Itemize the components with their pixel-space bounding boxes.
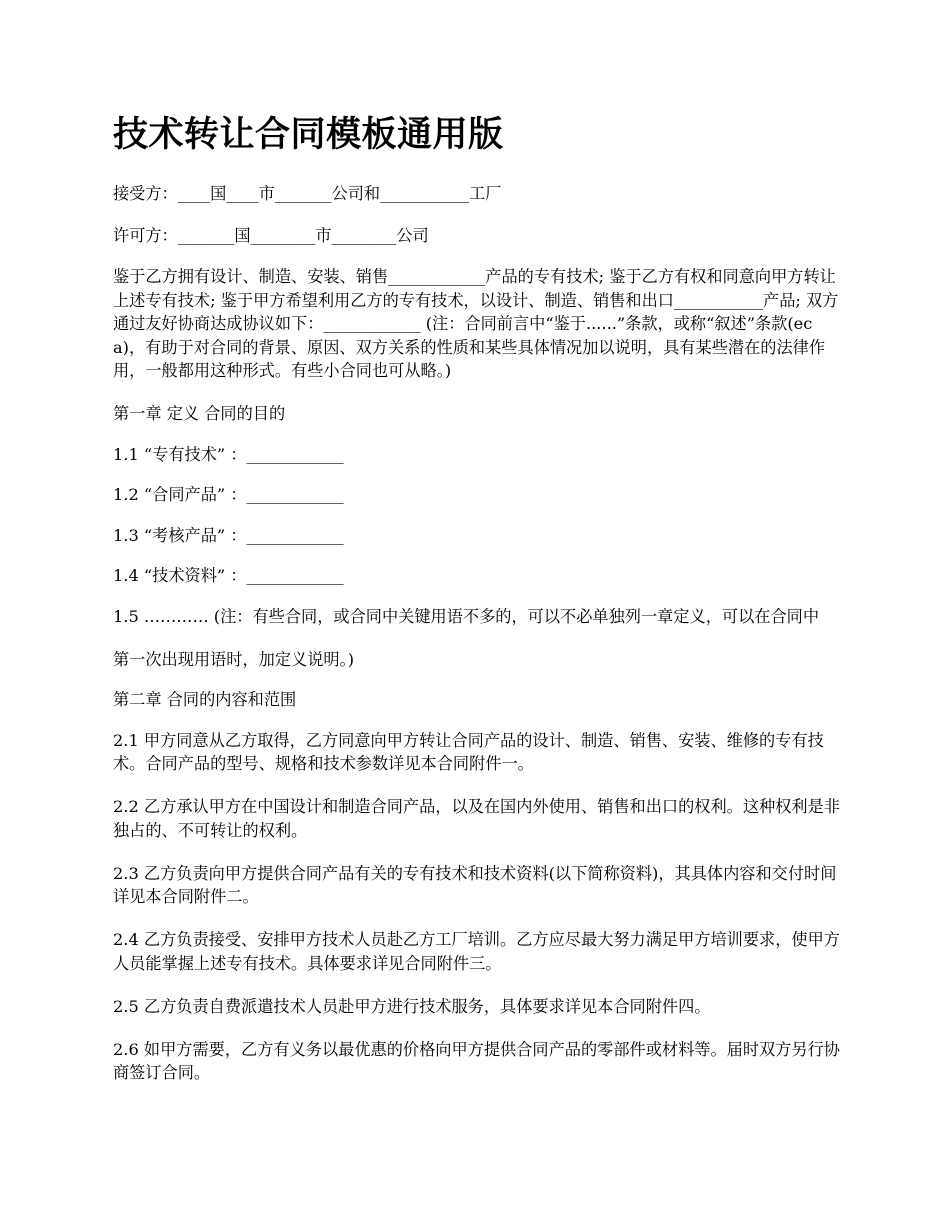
party-receiver: 接受方：____国____市_______公司和___________工厂 [113,184,502,203]
clause-1-5: 1.5 ………… (注：有些合同，或合同中关键用语不多的，可以不必单独列一章定义，可以在合同中 [113,606,820,626]
clause-2-6: 2.6 如甲方需要，乙方有义务以最优惠的价格向甲方提供合同产品的零部件或材料等。届时双方另行协商签订合同。 [113,1039,840,1082]
preamble-paragraph: 鉴于乙方拥有设计、制造、安装、销售____________产品的专有技术; 鉴于乙方有权和同意向甲方转让上述专有技术; 鉴于甲方希望利用乙方的专有技术，以设计、制造、销售和出口___________产品; 双方通过友好协商达成协议如下：____________ (注：合同前言中“鉴于......”条款，或称“叙述”条款(eca)，有助于对合同的背景、原因、双方关系的性质和某些具体情况加以说明，具有某些潜在的法律作用，一般都用这种形式。有些小合同也可从略。) [113,267,839,380]
clause-2-1: 2.1 甲方同意从乙方取得，乙方同意向甲方转让合同产品的设计、制造、销售、安装、维修的专有技术。合同产品的型号、规格和技术参数详见本合同附件一。 [113,730,824,773]
clause-2-2: 2.2 乙方承认甲方在中国设计和制造合同产品，以及在国内外使用、销售和出口的权利。这种权利是非独占的、不可转让的权利。 [113,797,840,840]
clause-1-1: 1.1 “专有技术” ：____________ [113,444,344,464]
clause-1-3: 1.3 “考核产品” ：____________ [113,525,344,545]
clause-1-5-note: 第一次出现用语时，加定义说明。) [113,649,355,669]
chapter-heading-2: 第二章 合同的内容和范围 [113,690,297,709]
chapter-heading-1: 第一章 定义 合同的目的 [113,404,286,423]
clause-2-5: 2.5 乙方负责自费派遣技术人员赴甲方进行技术服务，具体要求详见本合同附件四。 [113,996,711,1016]
clause-1-4: 1.4 “技术资料” ：____________ [113,566,344,585]
document-page [113,112,841,1104]
clause-1-2: 1.2 “合同产品” ：____________ [113,485,344,504]
document-title: 技术转让合同模板通用版 [113,115,504,155]
party-licensor: 许可方：_______国________市________公司 [113,225,429,245]
clause-2-3: 2.3 乙方负责向甲方提供合同产品有关的专有技术和技术资料(以下简称资料)，其具体内容和交付时间详见本合同附件二。 [113,863,837,906]
clause-2-4: 2.4 乙方负责接受、安排甲方技术人员赴乙方工厂培训。乙方应尽最大努力满足甲方培训要求，使甲方人员能掌握上述专有技术。具体要求详见合同附件三。 [113,930,840,973]
